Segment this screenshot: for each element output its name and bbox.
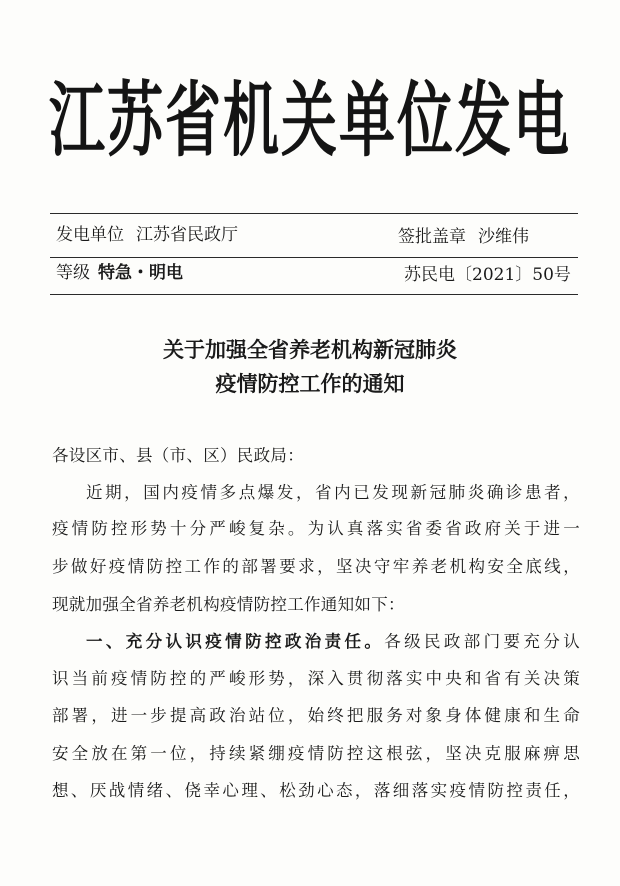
header-rule-bottom	[50, 294, 578, 295]
doc-title-line-1: 关于加强全省养老机构新冠肺炎	[163, 337, 457, 362]
paragraph-line: 现就加强全省养老机构疫情防控工作通知如下：	[52, 595, 405, 614]
paragraph-line: 步做好疫情防控工作的部署要求，坚决守牢养老机构安全底线，	[52, 557, 580, 576]
salutation: 各设区市、县（市、区）民政局：	[52, 446, 304, 465]
header-rule-top	[50, 213, 578, 214]
sender-label: 发电单位	[56, 225, 124, 245]
paragraph-line: 识当前疫情防控的严峻形势，深入贯彻落实中央和省有关决策	[52, 669, 580, 688]
section-1-first-line	[86, 634, 580, 651]
grade-row	[56, 265, 183, 282]
section-heading: 一、充分认识疫情防控政治责任。	[86, 632, 385, 651]
paragraph-line: 想、厌战情绪、侥幸心理、松劲心态，落细落实疫情防控责任，	[52, 781, 580, 800]
paragraph-line: 疫情防控形势十分严峻复杂。为认真落实省委省政府关于进一	[52, 519, 580, 538]
paragraph-line: 近期，国内疫情多点爆发，省内已发现新冠肺炎确诊患者，	[86, 483, 580, 502]
masthead-title: 江苏省机关单位发电	[49, 74, 571, 169]
grade-label: 等级	[56, 263, 90, 283]
sender-row	[56, 227, 238, 244]
doc-number: 苏民电〔2021〕50号	[404, 265, 571, 285]
paragraph-line: 安全放在第一位，持续紧绷疫情防控这根弦，坚决克服麻痹思	[52, 744, 580, 763]
sign-label: 签批盖章	[398, 227, 466, 247]
doc-title-line-2: 疫情防控工作的通知	[215, 371, 405, 396]
paragraph-line: 部署，进一步提高政治站位，始终把服务对象身体健康和生命	[52, 706, 580, 725]
sender-value: 江苏省民政厅	[136, 225, 238, 245]
signer-row	[398, 229, 529, 246]
grade-value: 特急・明电	[98, 263, 183, 283]
header-rule-middle	[50, 257, 578, 258]
section-text: 各级民政部门要充分认	[384, 632, 580, 651]
signer-value: 沙维伟	[478, 227, 529, 247]
